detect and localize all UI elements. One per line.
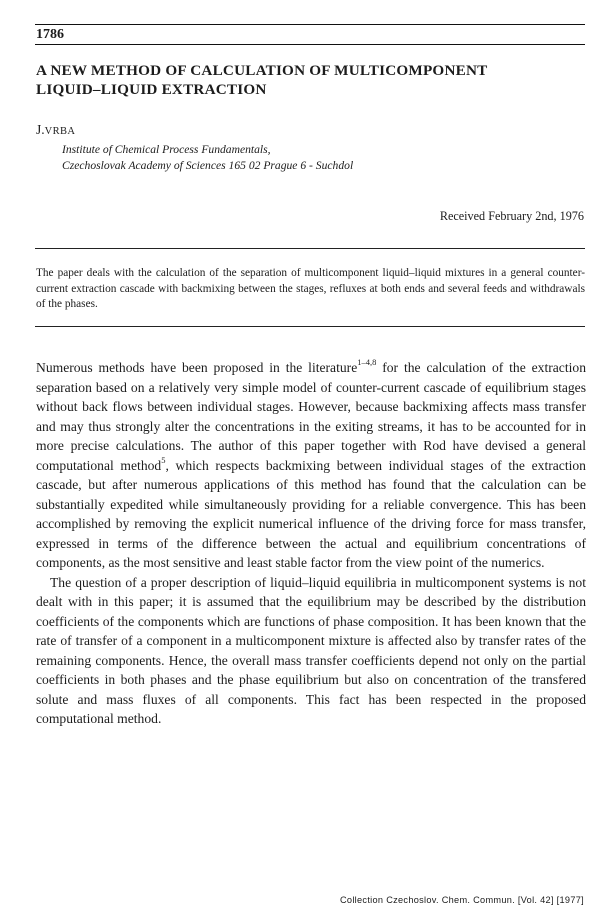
title-line-2: LIQUID–LIQUID EXTRACTION — [36, 81, 267, 98]
author-name — [36, 122, 75, 138]
abstract-text: The paper deals with the calculation of the separation of multicomponent liquid–liquid mixtures in a general counter-current extraction cascade with backmixing between the stages, refluxes at both ends and several feeds and withdrawals of the phases. — [36, 267, 585, 311]
received-date: Received February 2nd, 1976 — [439, 209, 584, 223]
abstract-top-rule — [35, 248, 585, 249]
body-paragraph — [36, 358, 586, 573]
top-rule — [35, 24, 585, 25]
author-initial: J. — [36, 122, 45, 137]
affiliation-line-1: Institute of Chemical Process Fundamentals, — [62, 143, 271, 156]
author-affiliation — [62, 142, 353, 174]
body-text: , which respects backmixing between individual stages of the extraction cascade, but after numerous applications of this method has found that the calculation can be substantially expedited while simultaneously providing for a reliable convergence. This has been accomplished by removing the explicit numerical influence of the driving force for mass transfer, expressed in terms of the difference between the actual and equilibrium concentrations of components, as the most sensitive and least stable factor from the view point of the numerics. — [36, 457, 586, 570]
citation-superscript: 1–4,8 — [357, 357, 377, 368]
author-surname: VRBA — [44, 126, 76, 137]
body-text: for the calculation of the extraction separation based on a relatively very simple model of counter-current cascade of equilibrium stages without back flows between individual stages. However, because backmixing affects mass transfer and may thus strongly alter the concentrations in the exiting streams, it has to be accounted for in more precise calculations. The author of this paper together with Rod have devised a general computational method — [36, 360, 586, 473]
body-paragraph: The question of a proper description of liquid–liquid equilibria in multicomponent systems is not dealt with in this paper; it is assumed that the equilibrium may be described by the distribution coefficients of the components which are functions of phase composition. It has been known that the rate of transfer of a component in a multicomponent mixture is affected also by transfer rates of the remaining components. Hence, the overall mass transfer coefficients depend not only on the partial coefficients in both phases and the phase equilibrium but also on concentration of the transfered solute and mass fluxes of all components. This fact has been respected in the proposed computational method. — [36, 574, 586, 726]
citation-superscript: 5 — [161, 454, 166, 465]
affiliation-line-2: Czechoslovak Academy of Sciences 165 02 Prague 6 - Suchdol — [62, 159, 354, 172]
article-title — [36, 61, 576, 99]
journal-citation-footer: Collection Czechoslov. Chem. Commun. [Vol. 42] [1977] — [340, 895, 584, 905]
title-line-1: A NEW METHOD OF CALCULATION OF MULTICOMPONENT — [36, 62, 488, 79]
header-rule — [35, 44, 585, 45]
article-body — [36, 358, 586, 729]
abstract-bottom-rule — [35, 326, 585, 327]
body-text: Numerous methods have been proposed in the literature — [36, 360, 358, 375]
page-number: 1786 — [36, 27, 64, 42]
